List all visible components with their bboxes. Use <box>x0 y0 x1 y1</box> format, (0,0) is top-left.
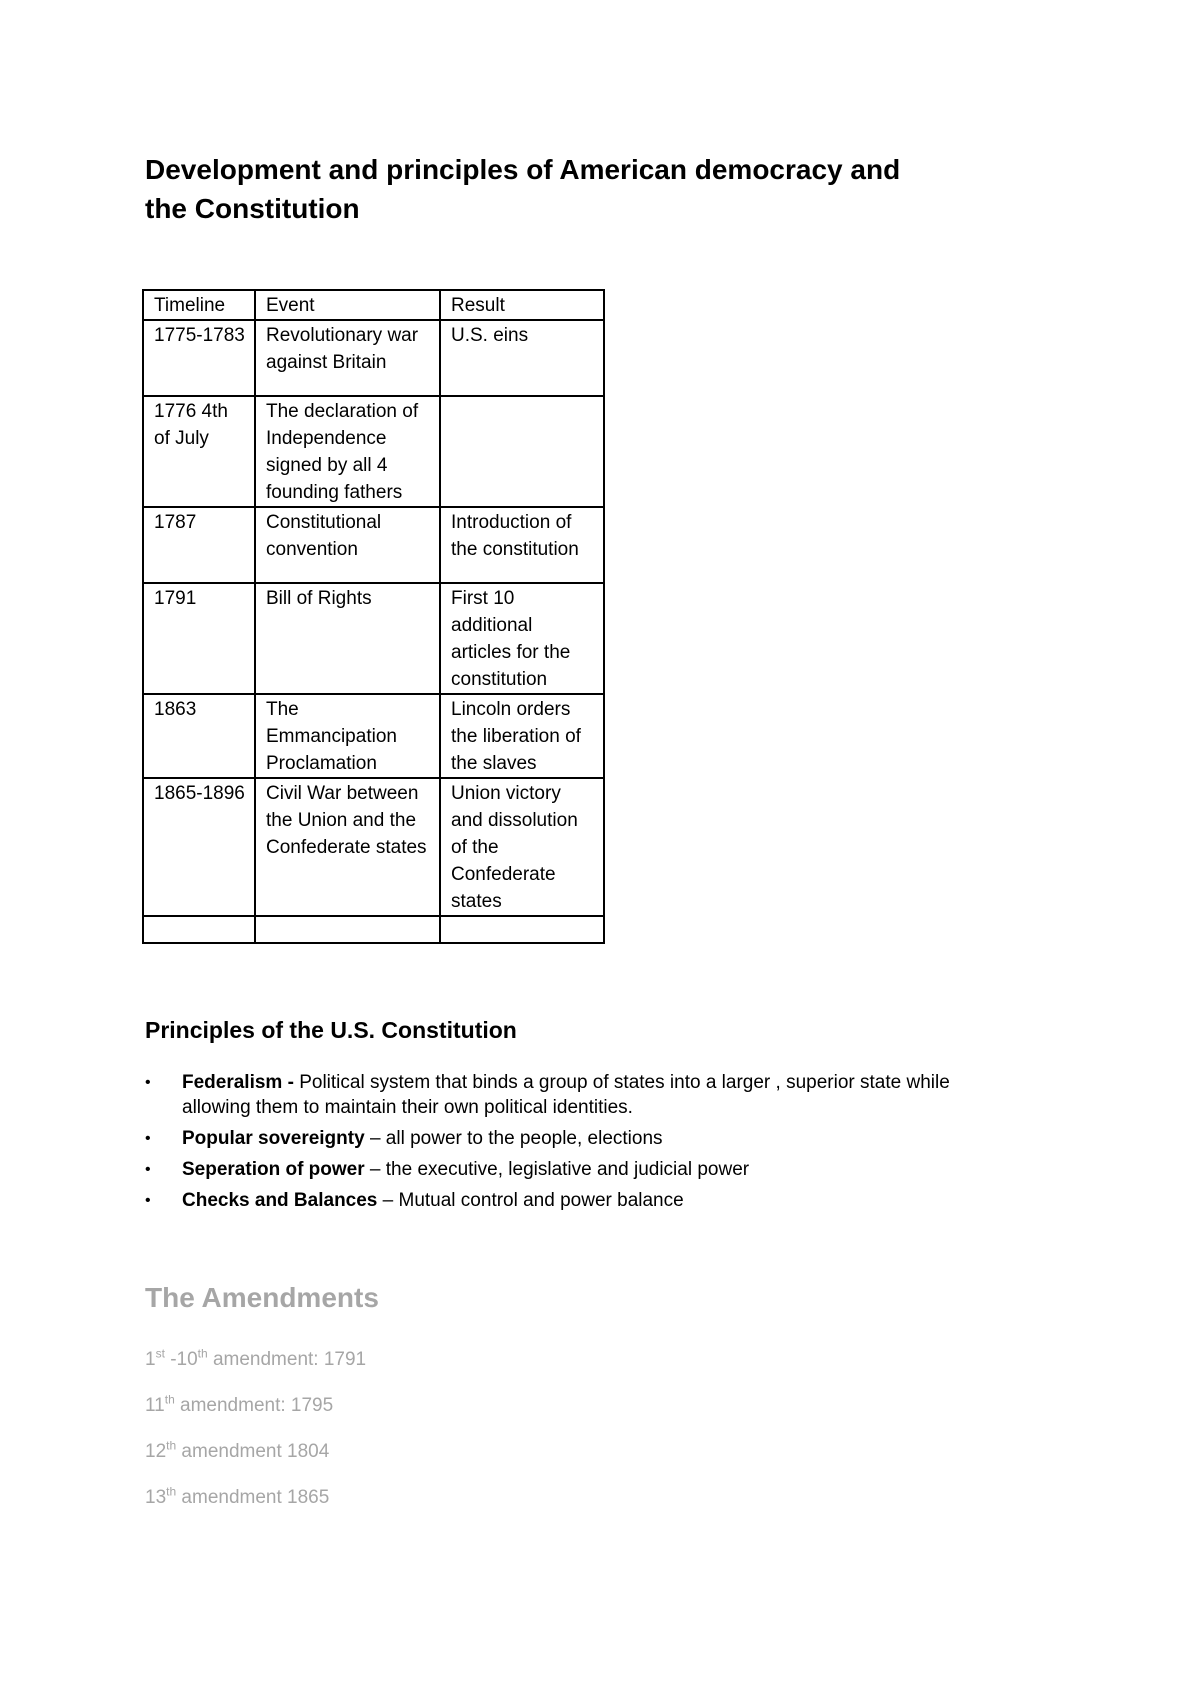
result-cell: First 10 additional articles for the constitution <box>440 583 604 694</box>
result-cell <box>440 396 604 507</box>
principles-heading: Principles of the U.S. Constitution <box>145 1017 517 1043</box>
principle-separator: – <box>364 1159 386 1180</box>
event-cell <box>255 916 440 943</box>
header-cell-event: Event <box>255 290 440 320</box>
table-row <box>143 583 604 694</box>
event-cell: Constitutional convention <box>255 507 440 583</box>
list-item <box>145 1126 975 1151</box>
result-cell <box>440 916 604 943</box>
principle-term: Checks and Balances <box>182 1190 378 1211</box>
amendment-number: 11 <box>145 1395 165 1416</box>
list-item <box>145 1188 975 1213</box>
principle-separator: - <box>282 1072 300 1093</box>
bullet-icon: • <box>145 1074 151 1091</box>
timeline-cell: 1863 <box>143 694 255 778</box>
principles-list <box>145 1070 975 1219</box>
bullet-icon: • <box>145 1192 151 1209</box>
event-cell: The Emmancipation Proclamation <box>255 694 440 778</box>
timeline-cell: 1787 <box>143 507 255 583</box>
principle-separator: – <box>364 1128 386 1149</box>
principle-term: Seperation of power <box>182 1159 365 1180</box>
principle-description: the executive, legislative and judicial power <box>385 1159 750 1180</box>
amendment-text: amendment: 1795 <box>174 1395 334 1416</box>
result-cell: Lincoln orders the liberation of the slaves <box>440 694 604 778</box>
timeline-cell: 1865-1896 <box>143 778 255 916</box>
timeline-cell: 1791 <box>143 583 255 694</box>
ordinal-suffix: th <box>164 1392 175 1407</box>
amendment-number: 13 <box>145 1487 167 1508</box>
amendment-line <box>145 1393 333 1419</box>
ordinal-suffix: th <box>197 1346 208 1361</box>
document-title: Development and principles of American democracy and the Constitution <box>145 154 901 224</box>
event-cell: The declaration of Independence signed by all 4 founding fathers <box>255 396 440 507</box>
amendments-heading: The Amendments <box>145 1282 379 1313</box>
timeline-cell: 1776 4th of July <box>143 396 255 507</box>
amendment-text: amendment: 1791 <box>207 1349 367 1370</box>
ordinal-suffix: th <box>166 1484 177 1499</box>
timeline-table <box>142 289 605 944</box>
table-row <box>143 507 604 583</box>
bullet-icon: • <box>145 1130 151 1147</box>
event-cell: Bill of Rights <box>255 583 440 694</box>
amendment-line <box>145 1439 329 1465</box>
amendment-text: amendment 1804 <box>176 1441 330 1462</box>
result-cell: U.S. eins <box>440 320 604 396</box>
amendment-number: 1 <box>145 1349 156 1370</box>
list-item <box>145 1070 975 1120</box>
amendment-number: 12 <box>145 1441 167 1462</box>
amendment-range: -10 <box>164 1349 198 1370</box>
result-cell: Introduction of the constitution <box>440 507 604 583</box>
ordinal-suffix: th <box>166 1438 177 1453</box>
amendment-text: amendment 1865 <box>176 1487 330 1508</box>
table-row-empty <box>143 916 604 943</box>
table-row <box>143 694 604 778</box>
principle-description: Mutual control and power balance <box>398 1190 684 1211</box>
table-row <box>143 778 604 916</box>
table-row <box>143 320 604 396</box>
timeline-cell <box>143 916 255 943</box>
amendment-line <box>145 1347 366 1373</box>
list-item <box>145 1157 975 1182</box>
principle-description: Political system that binds a group of states into a larger , superior state while allowing them to maintain their own political identities. <box>182 1072 950 1118</box>
amendment-line <box>145 1485 329 1511</box>
result-cell: Union victory and dissolution of the Confederate states <box>440 778 604 916</box>
table-header-row <box>143 290 604 320</box>
principle-term: Popular sovereignty <box>182 1128 365 1149</box>
table-row <box>143 396 604 507</box>
event-cell: Civil War between the Union and the Confederate states <box>255 778 440 916</box>
bullet-icon: • <box>145 1161 151 1178</box>
principle-separator: – <box>377 1190 399 1211</box>
ordinal-suffix: st <box>155 1346 165 1361</box>
header-cell-timeline: Timeline <box>143 290 255 320</box>
timeline-cell: 1775-1783 <box>143 320 255 396</box>
event-cell: Revolutionary war against Britain <box>255 320 440 396</box>
principle-term: Federalism <box>182 1072 283 1093</box>
principle-description: all power to the people, elections <box>385 1128 663 1149</box>
header-cell-result: Result <box>440 290 604 320</box>
